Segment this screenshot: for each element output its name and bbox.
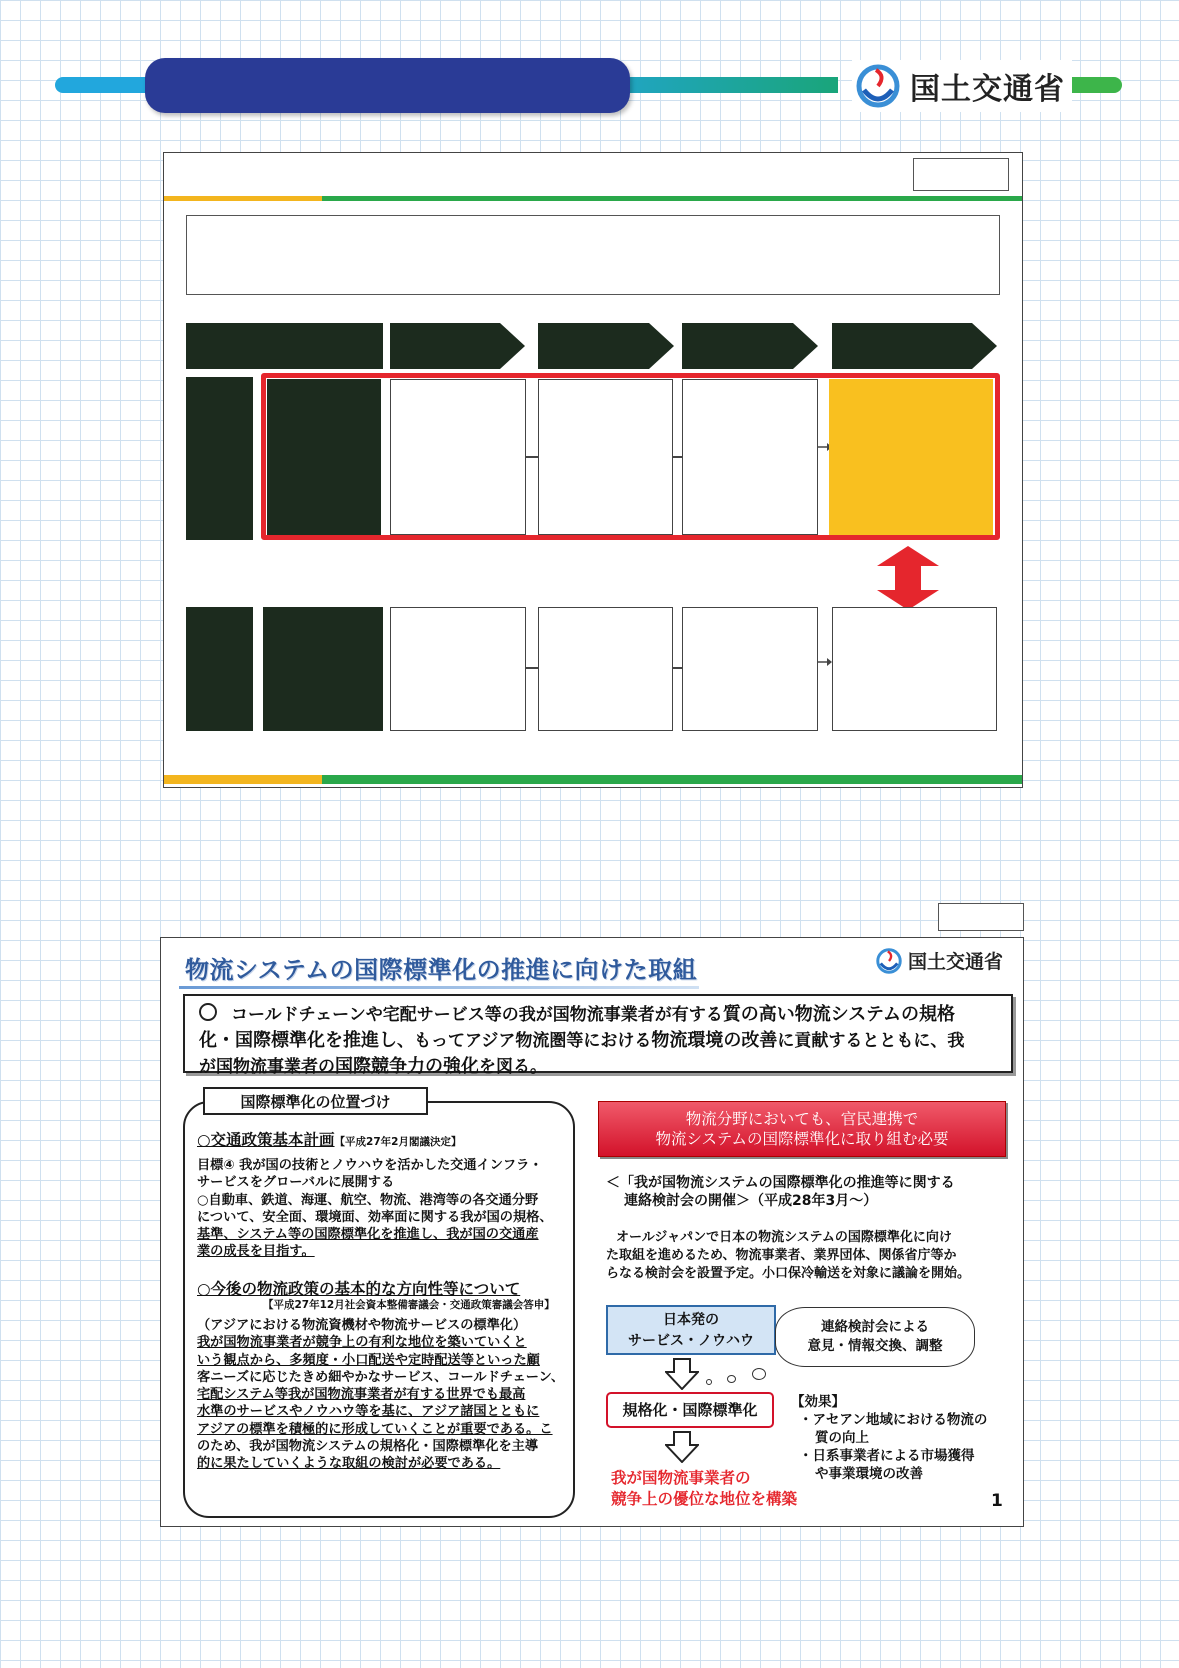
- summary-line-1: [199, 1002, 1001, 1028]
- plan-line: について、安全面、環境面、効率面に関する我が国の規格、: [197, 1209, 553, 1225]
- row2-cell-2: [538, 607, 673, 731]
- conference-body-line: た取組を進めるため、物流事業者、業界団体、関係省庁等か: [606, 1248, 957, 1263]
- ministry-emblem-icon: [856, 64, 900, 108]
- conference-title-line: ＜「我が国物流システムの国際標準化の推進等に関する: [606, 1175, 955, 1191]
- flow-arrow-1: [390, 323, 525, 369]
- summary-box: [183, 994, 1013, 1077]
- row1-side-label: [186, 377, 253, 540]
- row2-cell-3: [682, 607, 818, 731]
- ministry-emblem-icon: [876, 948, 902, 974]
- origin-line: 日本発の: [663, 1312, 719, 1328]
- conference-cloud: [775, 1307, 975, 1367]
- conference-body: [606, 1229, 1001, 1283]
- policy-line: 的に果たしていくような取組の検討が必要である。: [197, 1456, 501, 1472]
- down-arrow-icon: [665, 1358, 699, 1390]
- row2-cell-1: [390, 607, 526, 731]
- page-label-box: [913, 158, 1009, 191]
- title-underline: [179, 986, 699, 989]
- policy-line: 水準のサービスやノウハウ等を基に、アジア諸国とともに: [197, 1404, 540, 1420]
- cloud-line: 意見・情報交換、調整: [807, 1338, 943, 1354]
- page-label-box-2: [938, 903, 1024, 931]
- row2-side-label: [186, 607, 253, 731]
- plan-line: ○自動車、鉄道、海運、航空、物流、港湾等の各交通分野: [197, 1192, 539, 1208]
- summary-text: コールドチェーンや宅配サービス等の我が国物流事業者が有する: [231, 1005, 723, 1025]
- row2-cell-4: [832, 607, 997, 731]
- banner-line: 物流分野においても、官民連携で: [685, 1110, 919, 1128]
- header-bar-right: [1072, 77, 1122, 93]
- slide-title: 物流システムの国際標準化の推進に向けた取組: [185, 956, 698, 984]
- standardization-box: 規格化・国際標準化: [606, 1392, 774, 1428]
- row2-connector-1: [526, 667, 538, 669]
- goal-line: サービスをグローバルに展開する: [197, 1175, 395, 1191]
- slide-logo: [876, 947, 1003, 974]
- positioning-tag: 国際標準化の位置づけ: [203, 1087, 428, 1115]
- policy-heading: ○今後の物流政策の基本的な方向性等について: [197, 1280, 521, 1298]
- conference-body-line: オールジャパンで日本の物流システムの国際標準化に向け: [616, 1230, 952, 1245]
- cloud-line: 連絡検討会による: [821, 1319, 929, 1335]
- origin-box: [606, 1305, 776, 1355]
- plan-line: 業の成長を目指す。: [197, 1244, 315, 1260]
- policy-line: アジアの標準を積極的に形成していくことが重要である。こ: [197, 1421, 553, 1437]
- policy-date: 【平成27年12月社会資本整備審議会・交通政策審議会答申】: [263, 1299, 555, 1311]
- circle-bullet-icon: [199, 1003, 217, 1021]
- description-box: [186, 215, 1000, 295]
- effects-list: [791, 1393, 1011, 1483]
- upper-slide: [163, 152, 1023, 788]
- header-bar-middle: [628, 77, 838, 93]
- cloud-dot-large: [752, 1368, 766, 1380]
- result-text: [611, 1468, 797, 1510]
- summary-text: に貢献するとともに、我: [777, 1031, 965, 1051]
- flow-arrow-3: [682, 323, 818, 369]
- down-arrow-icon: [665, 1431, 699, 1463]
- banner-line: 物流システムの国際標準化に取り組む必要: [655, 1130, 949, 1148]
- origin-line: サービス・ノウハウ: [628, 1333, 754, 1349]
- effect-line: ・日系事業者による市場獲得: [799, 1448, 975, 1464]
- top-band-yellow: [164, 196, 322, 201]
- cloud-dot-medium: [727, 1375, 736, 1383]
- summary-highlight: 物流環境の改善: [651, 1030, 778, 1051]
- bottom-band-green: [322, 775, 1022, 784]
- policy-line: 客ニーズに応じたきめ細やかなサービス、コールドチェーン、: [197, 1369, 565, 1385]
- effects-heading: 【効果】: [791, 1394, 845, 1410]
- ministry-name: 国土交通省: [910, 72, 1065, 107]
- cloud-dot-small: [706, 1379, 712, 1385]
- result-line: 我が国物流事業者の: [611, 1469, 751, 1487]
- policy-line: 宅配システム等我が国物流事業者が有する世界でも最高: [197, 1387, 526, 1403]
- result-line: 競争上の優位な地位を構築: [611, 1490, 798, 1508]
- summary-highlight: 質の高い物流システムの規格: [722, 1004, 956, 1025]
- row2-arrow-small: [818, 657, 832, 667]
- column-header-label: [186, 323, 383, 369]
- bottom-band-yellow: [164, 775, 322, 784]
- policy-line: いう観点から、多頻度・小口配送や定時配送等といった顧: [197, 1352, 540, 1368]
- plan-text: [197, 1157, 573, 1261]
- effect-line: ・アセアン地域における物流の: [799, 1412, 988, 1428]
- double-arrow-icon: [877, 546, 939, 610]
- page-number: 1: [991, 1491, 1003, 1511]
- goal-line: 目標④ 我が国の技術とノウハウを活かした交通インフラ・: [197, 1158, 543, 1173]
- summary-line-2: [199, 1028, 1001, 1054]
- summary-line-3: [199, 1054, 1001, 1080]
- header-title-pill: [145, 58, 630, 113]
- policy-text: [197, 1317, 573, 1473]
- summary-text: 、もってアジア物流圏等における: [397, 1031, 652, 1051]
- flow-arrow-2: [538, 323, 674, 369]
- conference-body-line: らなる検討会を設置予定。小口保冷輸送を対象に議論を開始。: [606, 1266, 971, 1281]
- row1-red-frame: [261, 373, 1000, 540]
- summary-highlight: 国際競争力の強化: [335, 1056, 479, 1077]
- summary-text: を図る。: [479, 1057, 547, 1077]
- plan-date: 【平成27年2月閣議決定】: [334, 1136, 462, 1148]
- conference-title: [606, 1174, 955, 1210]
- policy-line: のため、我が国物流システムの規格化・国際標準化を主導: [197, 1439, 539, 1455]
- summary-text: が国物流事業者の: [199, 1057, 335, 1077]
- slide-logo-text: 国土交通省: [908, 951, 1004, 973]
- flow-arrow-4: [832, 323, 997, 369]
- lower-slide: [160, 937, 1024, 1527]
- effect-line: 質の向上: [815, 1430, 869, 1446]
- plan-line: 基準、システム等の国際標準化を推進し、我が国の交通産: [197, 1227, 539, 1243]
- row2-category: [263, 607, 383, 731]
- top-band-green: [322, 196, 1022, 201]
- conference-title-line: 連絡検討会の開催＞（平成28年3月～）: [624, 1193, 878, 1209]
- policy-line: （アジアにおける物流資機材や物流サービスの標準化）: [197, 1318, 527, 1333]
- effect-line: や事業環境の改善: [815, 1466, 923, 1482]
- necessity-banner: [598, 1101, 1006, 1157]
- summary-highlight: 化・国際標準化を推進し: [199, 1030, 397, 1051]
- ministry-logo: [852, 60, 1072, 112]
- policy-line: 我が国物流事業者が競争上の有利な地位を築いていくと: [197, 1335, 527, 1351]
- row2-connector-2: [673, 667, 682, 669]
- plan-heading-row: [197, 1128, 461, 1150]
- plan-heading: ○交通政策基本計画: [197, 1131, 335, 1149]
